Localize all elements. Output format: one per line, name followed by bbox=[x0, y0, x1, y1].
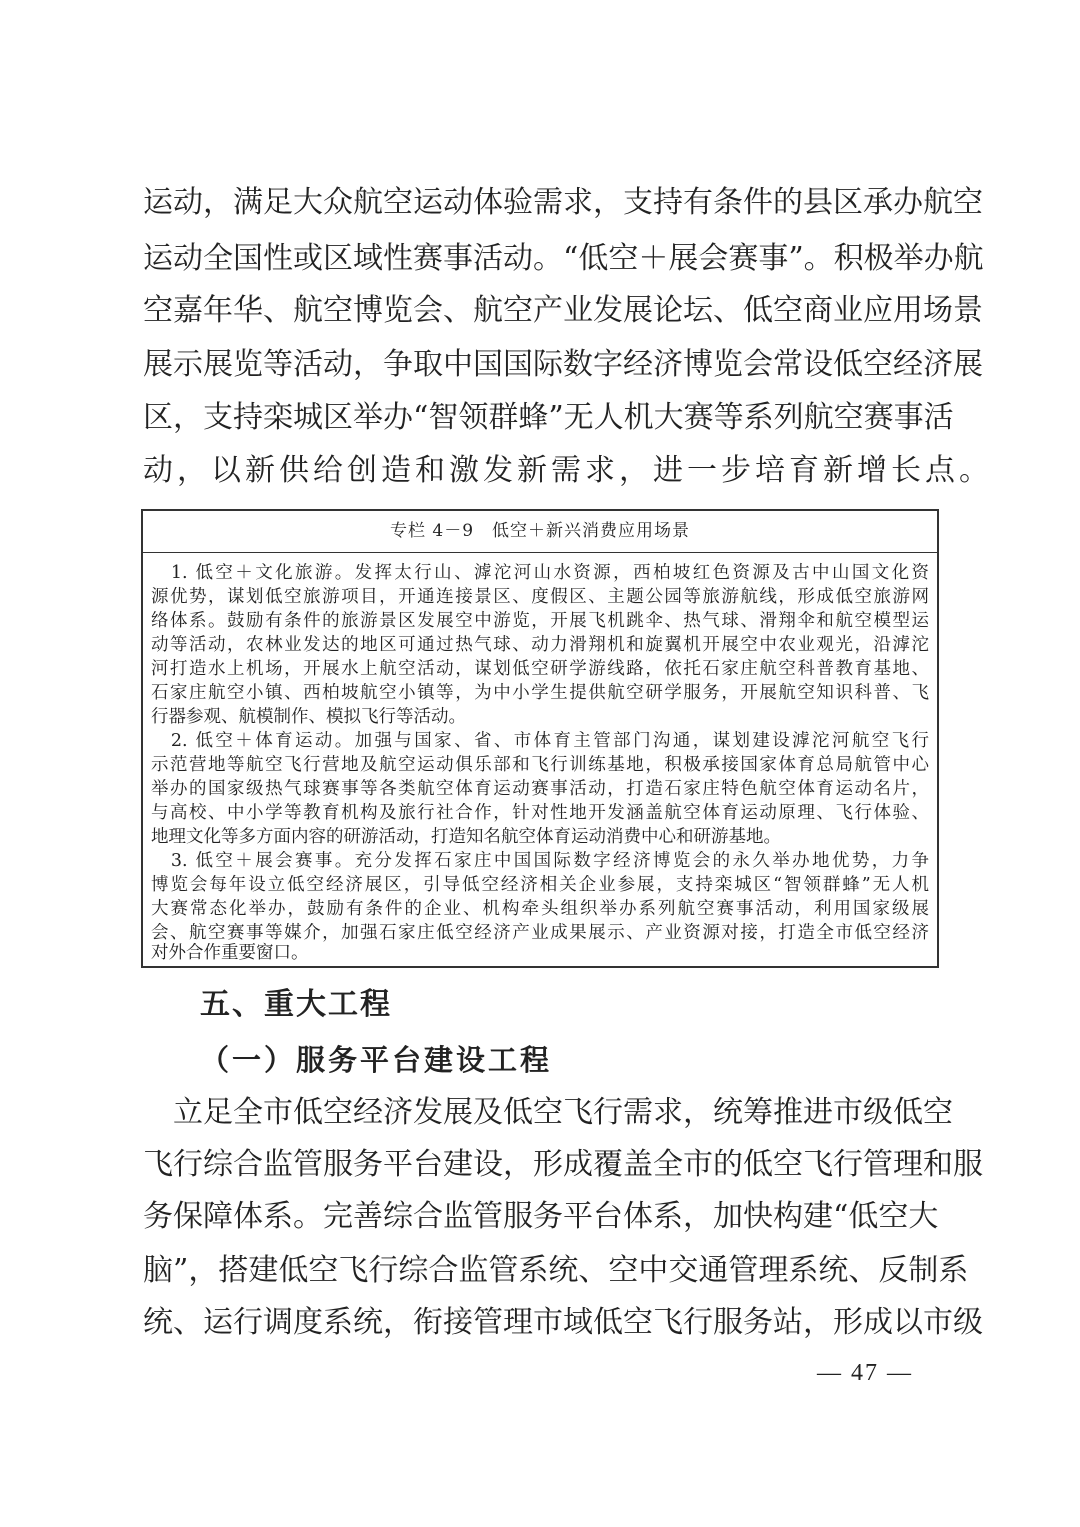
column-line: 1. 低空＋文化旅游。发挥太行山、滹沱河山水资源，西柏坡红色资源及古中山国文化资 bbox=[151, 563, 929, 583]
column-line: 行器参观、航模制作、模拟飞行等活动。 bbox=[151, 707, 466, 727]
paragraph-line: 区，支持栾城区举办“智领群蜂”无人机大赛等系列航空赛事活 bbox=[143, 400, 954, 435]
column-line: 动等活动，农林业发达的地区可通过热气球、动力滑翔机和旋翼机开展空中农业观光，沿滹沱 bbox=[151, 635, 929, 655]
section-heading: 五、重大工程 bbox=[200, 987, 392, 1022]
column-line: 源优势，谋划低空旅游项目，开通连接景区、度假区、主题公园等旅游航线，形成低空旅游网 bbox=[151, 587, 929, 607]
paragraph-line: 统、运行调度系统，衔接管理市域低空飞行服务站，形成以市级 bbox=[143, 1305, 983, 1340]
column-line: 举办的国家级热气球赛事等各类航空体育运动赛事活动，打造石家庄特色航空体育运动名片， bbox=[151, 779, 929, 799]
column-line: 3. 低空＋展会赛事。充分发挥石家庄中国国际数字经济博览会的永久举办地优势，力争 bbox=[151, 851, 929, 871]
column-line: 2. 低空＋体育运动。加强与国家、省、市体育主管部门沟通，谋划建设滹沱河航空飞行 bbox=[151, 731, 929, 751]
paragraph-line: 动，以新供给创造和激发新需求，进一步培育新增长点。 bbox=[143, 453, 993, 488]
column-line: 会、航空赛事等媒介，加强石家庄低空经济产业成果展示、产业资源对接，打造全市低空经济 bbox=[151, 923, 929, 943]
column-line: 河打造水上机场，开展水上航空活动，谋划低空研学游线路，依托石家庄航空科普教育基地、 bbox=[151, 659, 929, 679]
paragraph-line: 空嘉年华、航空博览会、航空产业发展论坛、低空商业应用场景 bbox=[143, 293, 983, 328]
column-line: 示范营地等航空飞行营地及航空运动俱乐部和飞行训练基地，积极承接国家体育总局航管中心 bbox=[151, 755, 929, 775]
paragraph-line: 展示展览等活动，争取中国国际数字经济博览会常设低空经济展 bbox=[143, 347, 983, 382]
column-line: 大赛常态化举办，鼓励有条件的企业、机构牵头组织举办系列航空赛事活动，利用国家级展 bbox=[151, 899, 929, 919]
column-title: 专栏 4－9 低空＋新兴消费应用场景 bbox=[143, 511, 937, 553]
page-number: — 47 — bbox=[817, 1360, 913, 1386]
paragraph-line: 务保障体系。完善综合监管服务平台体系，加快构建“低空大 bbox=[143, 1199, 939, 1234]
paragraph-line: 运动，满足大众航空运动体验需求，支持有条件的县区承办航空 bbox=[143, 185, 983, 220]
feature-column-box bbox=[141, 509, 939, 968]
column-line: 石家庄航空小镇、西柏坡航空小镇等，为中小学生提供航空研学服务，开展航空知识科普、飞 bbox=[151, 683, 929, 703]
column-line: 地理文化等多方面内容的研游活动，打造知名航空体育运动消费中心和研游基地。 bbox=[151, 827, 781, 847]
column-line: 博览会每年设立低空经济展区，引导低空经济相关企业参展，支持栾城区“智领群蜂”无人机 bbox=[151, 875, 929, 895]
column-line: 络体系。鼓励有条件的旅游景区发展空中游览，开展飞机跳伞、热气球、滑翔伞和航空模型运 bbox=[151, 611, 929, 631]
paragraph-line: 立足全市低空经济发展及低空飞行需求，统筹推进市级低空 bbox=[143, 1095, 953, 1130]
column-line: 对外合作重要窗口。 bbox=[151, 943, 309, 963]
column-line: 与高校、中小学等教育机构及旅行社合作，针对性地开发涵盖航空体育运动原理、飞行体验、 bbox=[151, 803, 929, 823]
paragraph-line: 运动全国性或区域性赛事活动。“低空＋展会赛事”。积极举办航 bbox=[143, 241, 984, 276]
subsection-heading: （一）服务平台建设工程 bbox=[200, 1043, 553, 1077]
paragraph-line: 飞行综合监管服务平台建设，形成覆盖全市的低空飞行管理和服 bbox=[143, 1147, 983, 1182]
paragraph-line: 脑”，搭建低空飞行综合监管系统、空中交通管理系统、反制系 bbox=[143, 1253, 969, 1288]
